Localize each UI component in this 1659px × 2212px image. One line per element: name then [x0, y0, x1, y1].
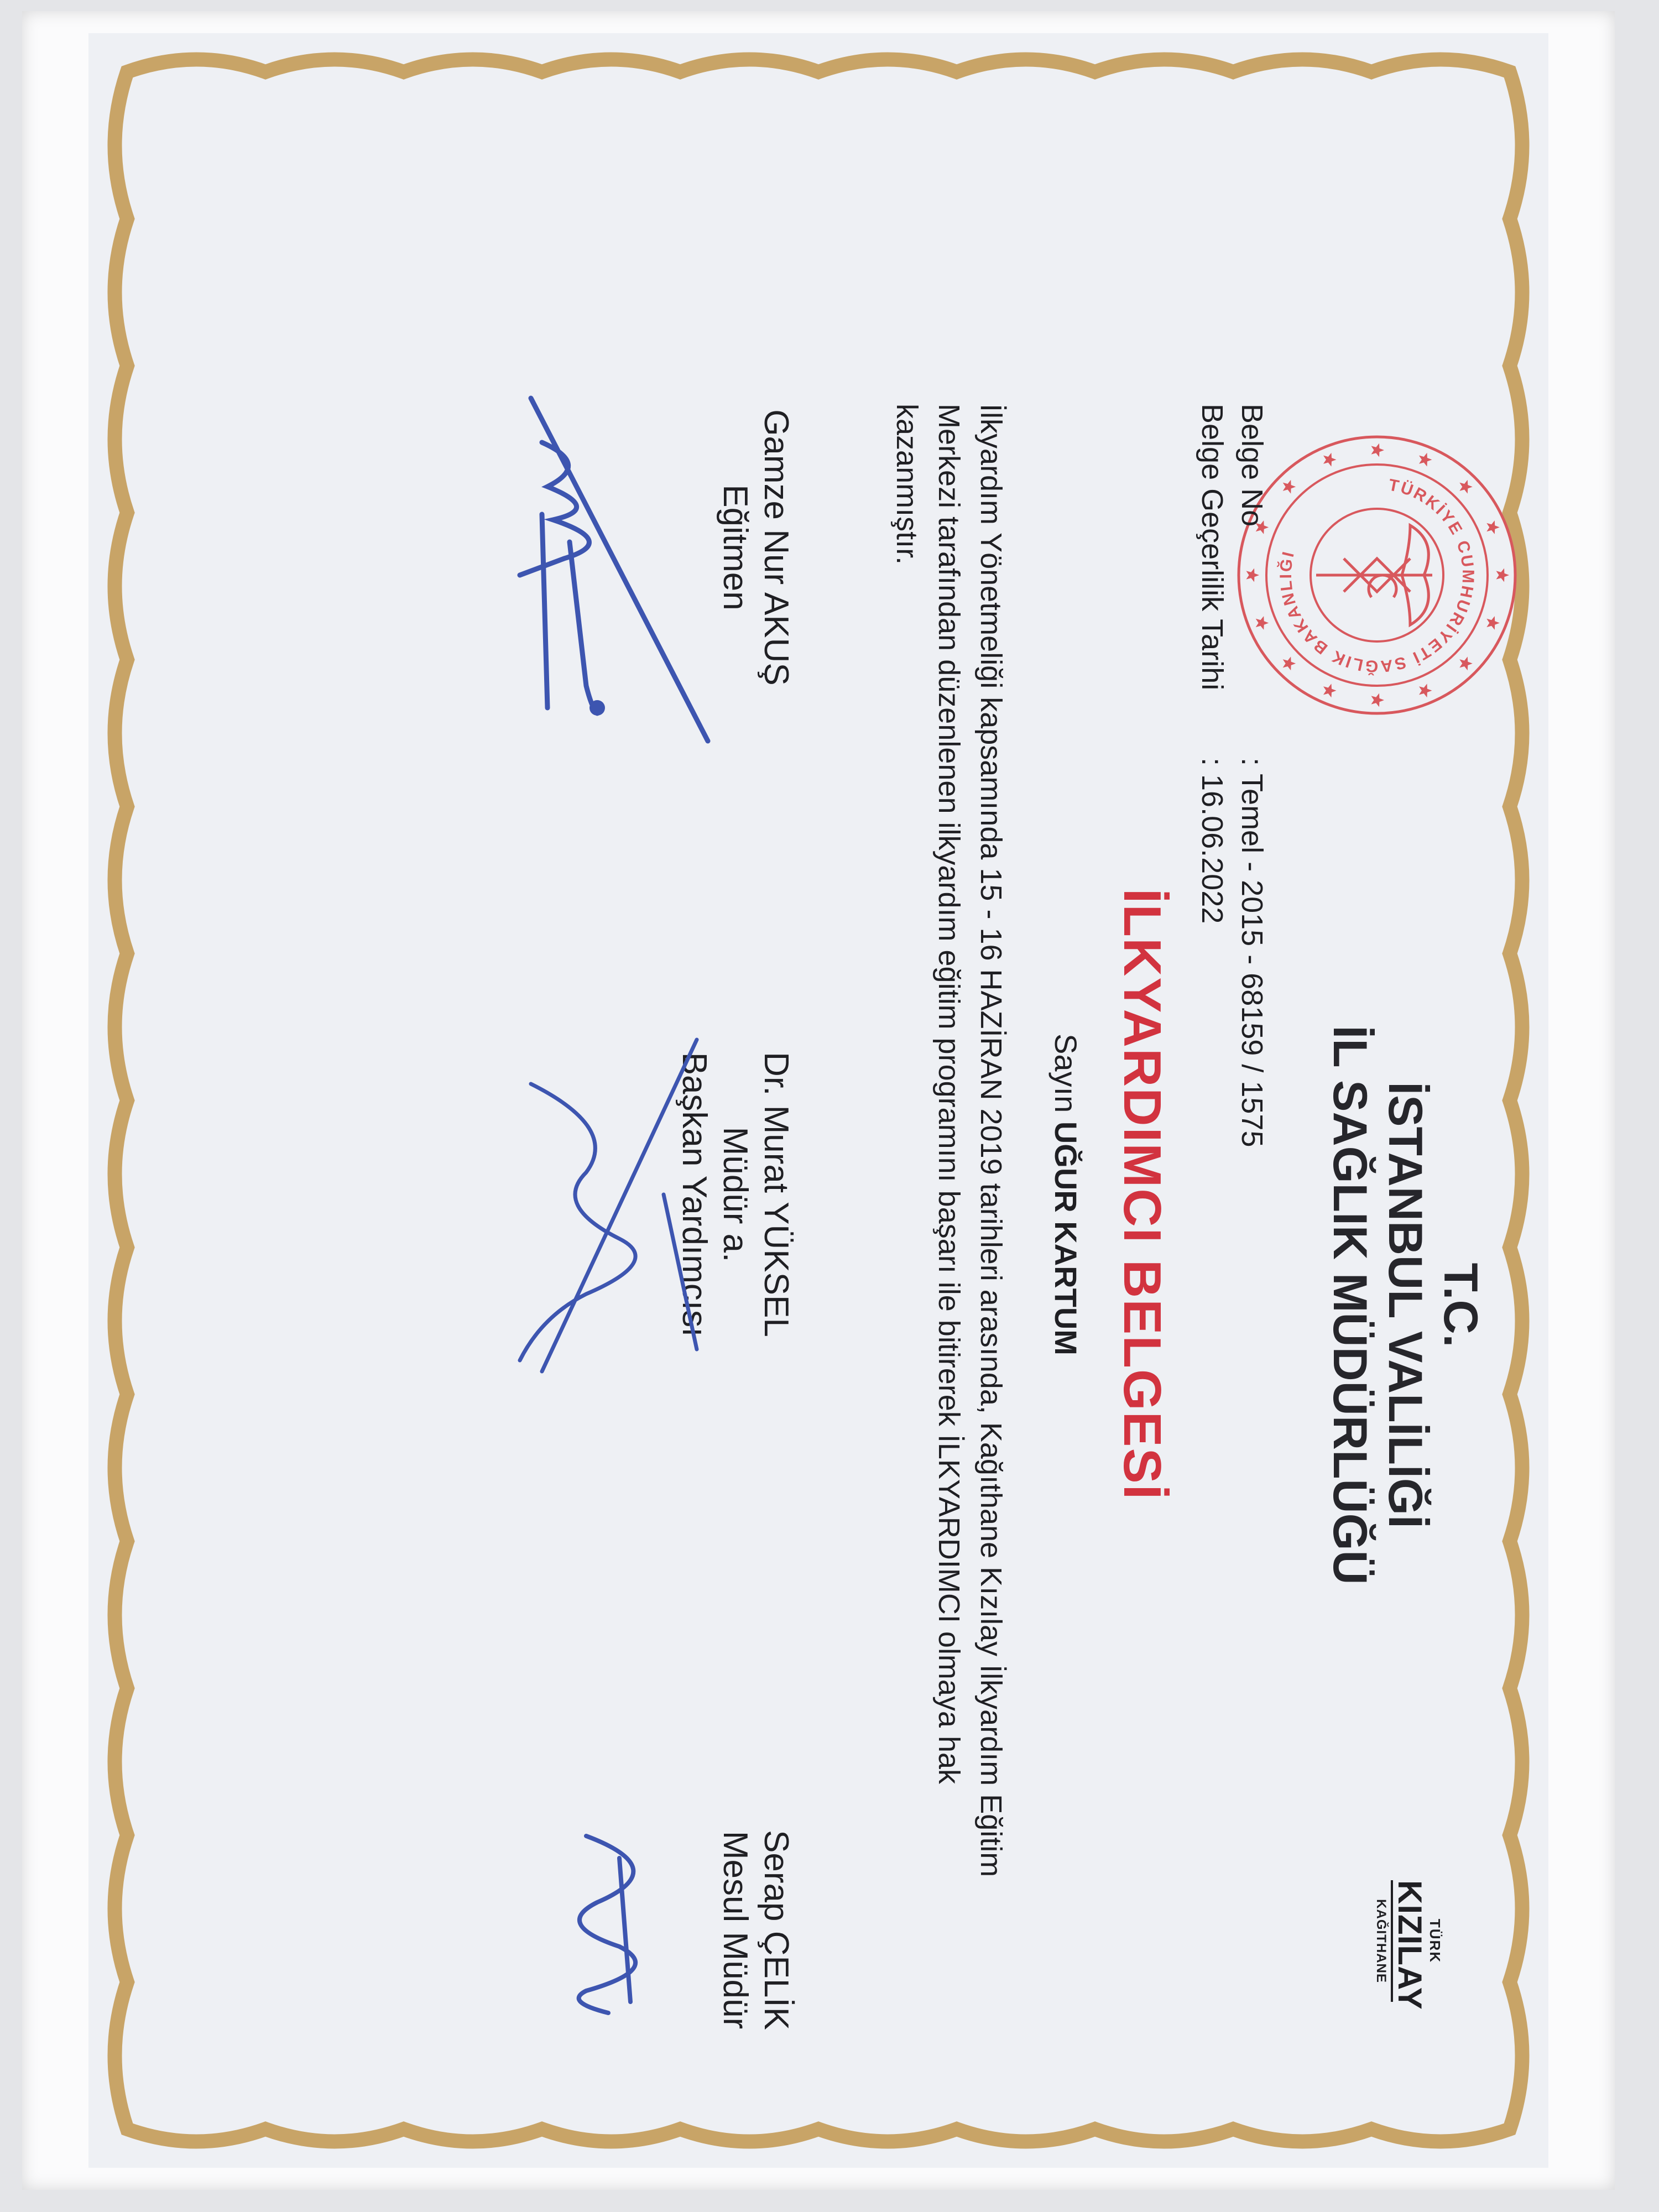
header-line-3: İL SAĞLIK MÜDÜRLÜĞÜ	[1323, 1025, 1376, 1585]
seal-star-icon	[1486, 616, 1500, 630]
document-info	[1192, 404, 1272, 1147]
signatory-title: Eğitmen	[716, 484, 754, 611]
certificate-paper	[88, 33, 1548, 2168]
signatory-name: Gamze Nur AKUŞ	[757, 409, 795, 686]
validity-date-label: Belge Geçerlilik Tarihi	[1196, 404, 1229, 691]
seal-star-icon	[1371, 693, 1385, 707]
document-number-row	[1232, 404, 1272, 1147]
signatory-title: Müdür a.	[716, 1126, 754, 1262]
seal-star-icon	[1323, 453, 1337, 467]
recipient-name: UĞUR KARTUM	[1048, 1121, 1083, 1355]
seal-star-icon	[1323, 684, 1337, 697]
certificate-title: İLKYARDIMCI BELGESİ	[1113, 888, 1172, 1501]
signature-1-icon	[498, 376, 730, 763]
signatory-title: Mesul Müdür	[716, 1830, 754, 2030]
salutation: Sayın	[1048, 1034, 1083, 1113]
ministry-of-health-seal-icon	[1233, 431, 1521, 719]
signatory-name: Serap ÇELİK	[757, 1830, 795, 2030]
certificate-content	[243, 144, 1593, 2135]
validity-date-value: : 16.06.2022	[1196, 758, 1229, 924]
seal-star-icon	[1283, 656, 1296, 670]
document-number-label: Belge No	[1235, 404, 1269, 527]
seal-star-icon	[1459, 656, 1473, 670]
seal-star-icon	[1283, 480, 1296, 494]
header-line-1: T.C.	[1434, 1262, 1487, 1348]
seal-star-icon	[1459, 480, 1473, 494]
turk-kizilay-logo	[1374, 1880, 1543, 2079]
signature-2-icon	[498, 1006, 730, 1427]
seal-star-icon	[1496, 568, 1510, 582]
kizilay-name: KIZILAY	[1391, 1880, 1428, 2010]
certificate-body-text: İlkyardım Yönetmeliği kapsamında 15 - 16 HAZİRAN 2019 tarihleri arasında, Kağıthane Kızılay İlkyardım Eğitim Merkezi tarafından düzenlenen ilkyardım eğitim programını başarı ile bitirerek İLKYARDIMCI olmaya hak kazanmıştır.	[890, 404, 1008, 1877]
seal-star-icon	[1371, 444, 1385, 457]
seal-star-icon	[1419, 684, 1432, 697]
signatory-title-2: Başkan Yardımcısı	[675, 1052, 713, 1337]
header-line-2: İSTANBUL VALİLİĞİ	[1379, 1082, 1432, 1528]
recipient-line	[1048, 752, 1084, 1637]
seal-star-icon	[1419, 453, 1432, 467]
signatory-name: Dr. Murat YÜKSEL	[757, 1052, 795, 1337]
signatory-director	[714, 1775, 796, 2085]
kizilay-top-text: TÜRK	[1427, 1918, 1443, 1964]
seal-text: TÜRKİYE CUMHURİYETİ SAĞLIK BAKANLIĞI	[1276, 476, 1478, 676]
seal-star-icon	[1486, 520, 1500, 534]
document-validity-row	[1192, 404, 1232, 1147]
signature-3-icon	[531, 1803, 708, 2035]
document-number-value: : Temel - 2015 - 68159 / 1575	[1235, 758, 1269, 1147]
picture-frame	[22, 11, 1615, 2190]
kizilay-branch: KAĞITHANE	[1374, 1899, 1389, 1983]
